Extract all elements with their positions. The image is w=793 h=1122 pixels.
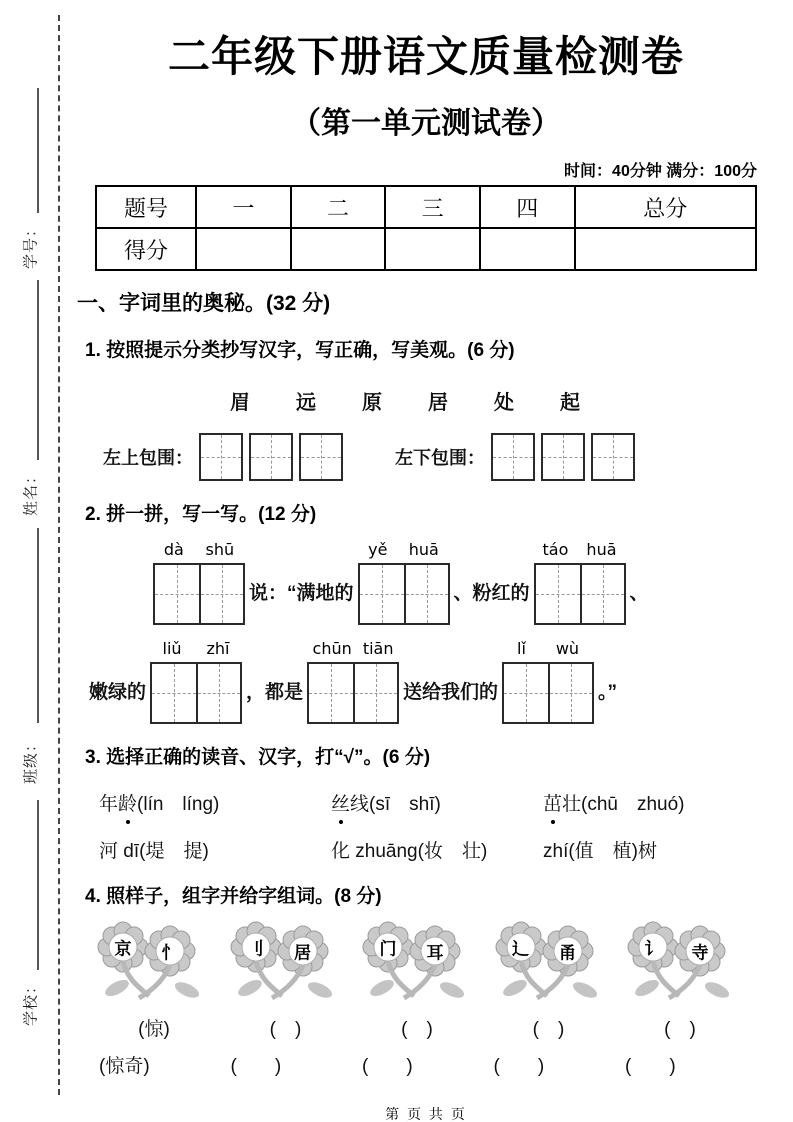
writing-grid-box[interactable] [541, 433, 585, 481]
flower-icon [93, 920, 211, 1004]
flower-char-right: 忄 [161, 943, 179, 963]
q2-sentence-text: 、 [629, 583, 649, 604]
q3-row-2 [99, 836, 767, 863]
q3-char: 茁 [543, 794, 563, 815]
flower-pair [358, 920, 476, 1004]
flower-char-right: 居 [294, 943, 311, 963]
pinyin-syllable: wù [555, 639, 580, 658]
q4-prompt: 4. 照样子，组字并给字组词。(8 分) [85, 886, 382, 907]
flower-char-left: 讠 [644, 939, 662, 959]
q2-pinyin-block [150, 639, 242, 724]
flower-pair [93, 920, 211, 1004]
flower-char-right: 耳 [426, 943, 444, 963]
writing-grid-box[interactable] [491, 433, 535, 481]
pinyin-syllable: huā [408, 540, 439, 559]
q1-char: 居 [428, 392, 450, 414]
q1-char: 远 [296, 392, 318, 414]
flower-icon [358, 920, 476, 1004]
emphasis-dot-icon [551, 820, 555, 824]
paper-subtitle: （第一单元测试卷） [291, 107, 561, 140]
pinyin-syllable: shū [205, 540, 235, 559]
q4-flower-row [93, 920, 741, 1004]
q4-word-blank[interactable]: ( ) [625, 1056, 676, 1077]
emphasis-dot-icon [126, 820, 130, 824]
flower-icon [226, 920, 344, 1004]
q2-pinyin-block [153, 540, 245, 625]
writing-grid[interactable] [150, 662, 242, 724]
q2-pinyin-block [307, 639, 399, 724]
q4-word-answer-row [93, 1051, 741, 1078]
pinyin-syllable: liǔ [162, 639, 182, 658]
score-row-label: 得分 [96, 228, 196, 270]
q3-char: 龄 [118, 794, 138, 815]
q3-pre: 年 [99, 794, 119, 815]
pinyin-syllable: yě [368, 540, 388, 559]
flower-char-right: 甬 [559, 943, 576, 963]
flower-char-left: 京 [114, 939, 132, 959]
q2-pinyin-block [534, 540, 626, 625]
q1-answer-row [103, 433, 767, 481]
q2-pinyin-block [358, 540, 450, 625]
score-table-header-cell: 四 [480, 186, 575, 228]
q3-post: (lín líng) [137, 794, 220, 815]
q2-sentence-text: ，都是 [246, 682, 304, 703]
section-1-heading: 一、字词里的奥秘。(32 分) [77, 292, 331, 315]
q3-choice-item[interactable] [99, 789, 331, 816]
main-content [77, 0, 767, 1122]
score-table-header-row [96, 186, 756, 228]
q3-dotted-char [331, 789, 350, 816]
pinyin-syllable: lǐ [517, 639, 526, 658]
score-cell-blank[interactable] [196, 228, 291, 270]
q4-word-blank[interactable]: ( ) [493, 1056, 545, 1077]
student-id-fill-line[interactable] [37, 88, 39, 213]
school-label: 学校： [22, 977, 40, 1027]
class-label: 班级： [22, 735, 40, 785]
q1-char: 原 [362, 392, 384, 414]
flower-char-left: 刂 [247, 939, 264, 959]
q1-char: 起 [560, 392, 582, 414]
q4-char-answer-row [93, 1014, 741, 1041]
q2-sentence-text: 嫩绿的 [89, 682, 147, 703]
writing-grid[interactable] [358, 563, 450, 625]
pinyin-syllable: táo [542, 540, 569, 559]
q4-word-blank[interactable]: ( ) [362, 1056, 413, 1077]
q3-choice-item[interactable]: 河 dī(堤 提) [99, 841, 209, 862]
pinyin-syllable: huā [586, 540, 617, 559]
paper-title: 二年级下册语文质量检测卷 [167, 33, 684, 80]
q1-char: 眉 [230, 392, 252, 414]
q3-post: 线(sī shī) [350, 794, 441, 815]
emphasis-dot-icon [339, 820, 343, 824]
score-table-header-cell: 一 [196, 186, 291, 228]
score-table-score-row [96, 228, 756, 270]
score-cell-blank[interactable] [385, 228, 480, 270]
q1-prompt: 1. 按照提示分类抄写汉字，写正确，写美观。(6 分) [85, 340, 515, 361]
q3-char: 丝 [331, 794, 351, 815]
q4-char-blank[interactable]: ( ) [401, 1019, 433, 1040]
class-fill-line[interactable] [37, 528, 39, 723]
q3-choice-item[interactable] [331, 789, 543, 816]
flower-char-left: 门 [379, 939, 397, 959]
writing-grid[interactable] [153, 563, 245, 625]
q1-group-label-left-bottom: 左下包围： [395, 448, 485, 468]
q4-char-blank[interactable]: ( ) [269, 1019, 302, 1040]
q4-char-example: (惊) [138, 1019, 170, 1040]
flower-icon [491, 920, 609, 1004]
pinyin-syllable: chūn [312, 639, 352, 658]
page-footer: 第 页 共 页 [385, 1106, 467, 1122]
q2-sentence-text: 。” [598, 682, 618, 703]
pinyin-syllable: dà [163, 540, 184, 559]
pinyin-syllable: tiān [362, 639, 394, 658]
flower-char-right: 寺 [691, 943, 709, 963]
writing-grid-box[interactable] [199, 433, 243, 481]
margin-dashed-line [58, 15, 60, 1095]
score-cell-blank[interactable] [291, 228, 386, 270]
q3-row-1 [99, 789, 767, 816]
score-table-header-cell: 题号 [96, 186, 196, 228]
flower-icon [623, 920, 741, 1004]
writing-grid[interactable] [307, 662, 399, 724]
q2-prompt: 2. 拼一拼，写一写。(12 分) [85, 504, 317, 525]
q3-choice-item[interactable]: zhí(值 植)树 [543, 841, 658, 862]
q4-char-blank[interactable]: ( ) [532, 1019, 565, 1040]
student-name-label: 姓名： [22, 467, 40, 517]
student-id-label: 学号： [22, 220, 40, 270]
q2-sentence-text: 说：“满地的 [249, 583, 354, 604]
writing-grid-box[interactable] [591, 433, 635, 481]
q3-post: 壮(chū zhuó) [562, 794, 685, 815]
score-cell-blank[interactable] [575, 228, 756, 270]
flower-pair [226, 920, 344, 1004]
q2-pinyin-block [502, 639, 594, 724]
flower-pair [491, 920, 609, 1004]
q4-char-blank[interactable]: ( ) [664, 1019, 696, 1040]
q1-char: 处 [494, 392, 516, 414]
school-fill-line[interactable] [37, 800, 39, 970]
score-table-header-cell: 二 [291, 186, 386, 228]
writing-grid[interactable] [534, 563, 626, 625]
q2-sentence-text: 、粉红的 [453, 583, 530, 604]
flower-pair [623, 920, 741, 1004]
q1-group-label-left-top: 左上包围： [103, 448, 193, 468]
q3-dotted-char [118, 789, 137, 816]
writing-grid-box[interactable] [299, 433, 343, 481]
q2-line-1 [153, 540, 767, 625]
q4-word-blank[interactable]: ( ) [230, 1056, 282, 1077]
time-score-meta: 时间：40分钟 满分：100分 [564, 163, 757, 180]
q3-prompt: 3. 选择正确的读音、汉字，打“√”。(6 分) [85, 747, 431, 768]
score-cell-blank[interactable] [480, 228, 575, 270]
score-table [95, 185, 757, 271]
writing-grid[interactable] [502, 662, 594, 724]
q2-line-2 [85, 639, 767, 724]
score-table-header-cell: 总分 [575, 186, 756, 228]
q4-word-example: (惊奇) [99, 1056, 150, 1077]
writing-grid-box[interactable] [249, 433, 293, 481]
q1-character-list [230, 386, 767, 415]
q3-choice-item[interactable] [543, 789, 685, 816]
score-table-header-cell: 三 [385, 186, 480, 228]
flower-char-left: 辶 [512, 939, 529, 959]
pinyin-syllable: zhī [206, 639, 230, 658]
q3-dotted-char [543, 789, 562, 816]
q2-sentence-text: 送给我们的 [403, 682, 499, 703]
q3-choice-item[interactable]: 化 zhuāng(妆 壮) [331, 841, 488, 862]
student-name-fill-line[interactable] [37, 280, 39, 460]
